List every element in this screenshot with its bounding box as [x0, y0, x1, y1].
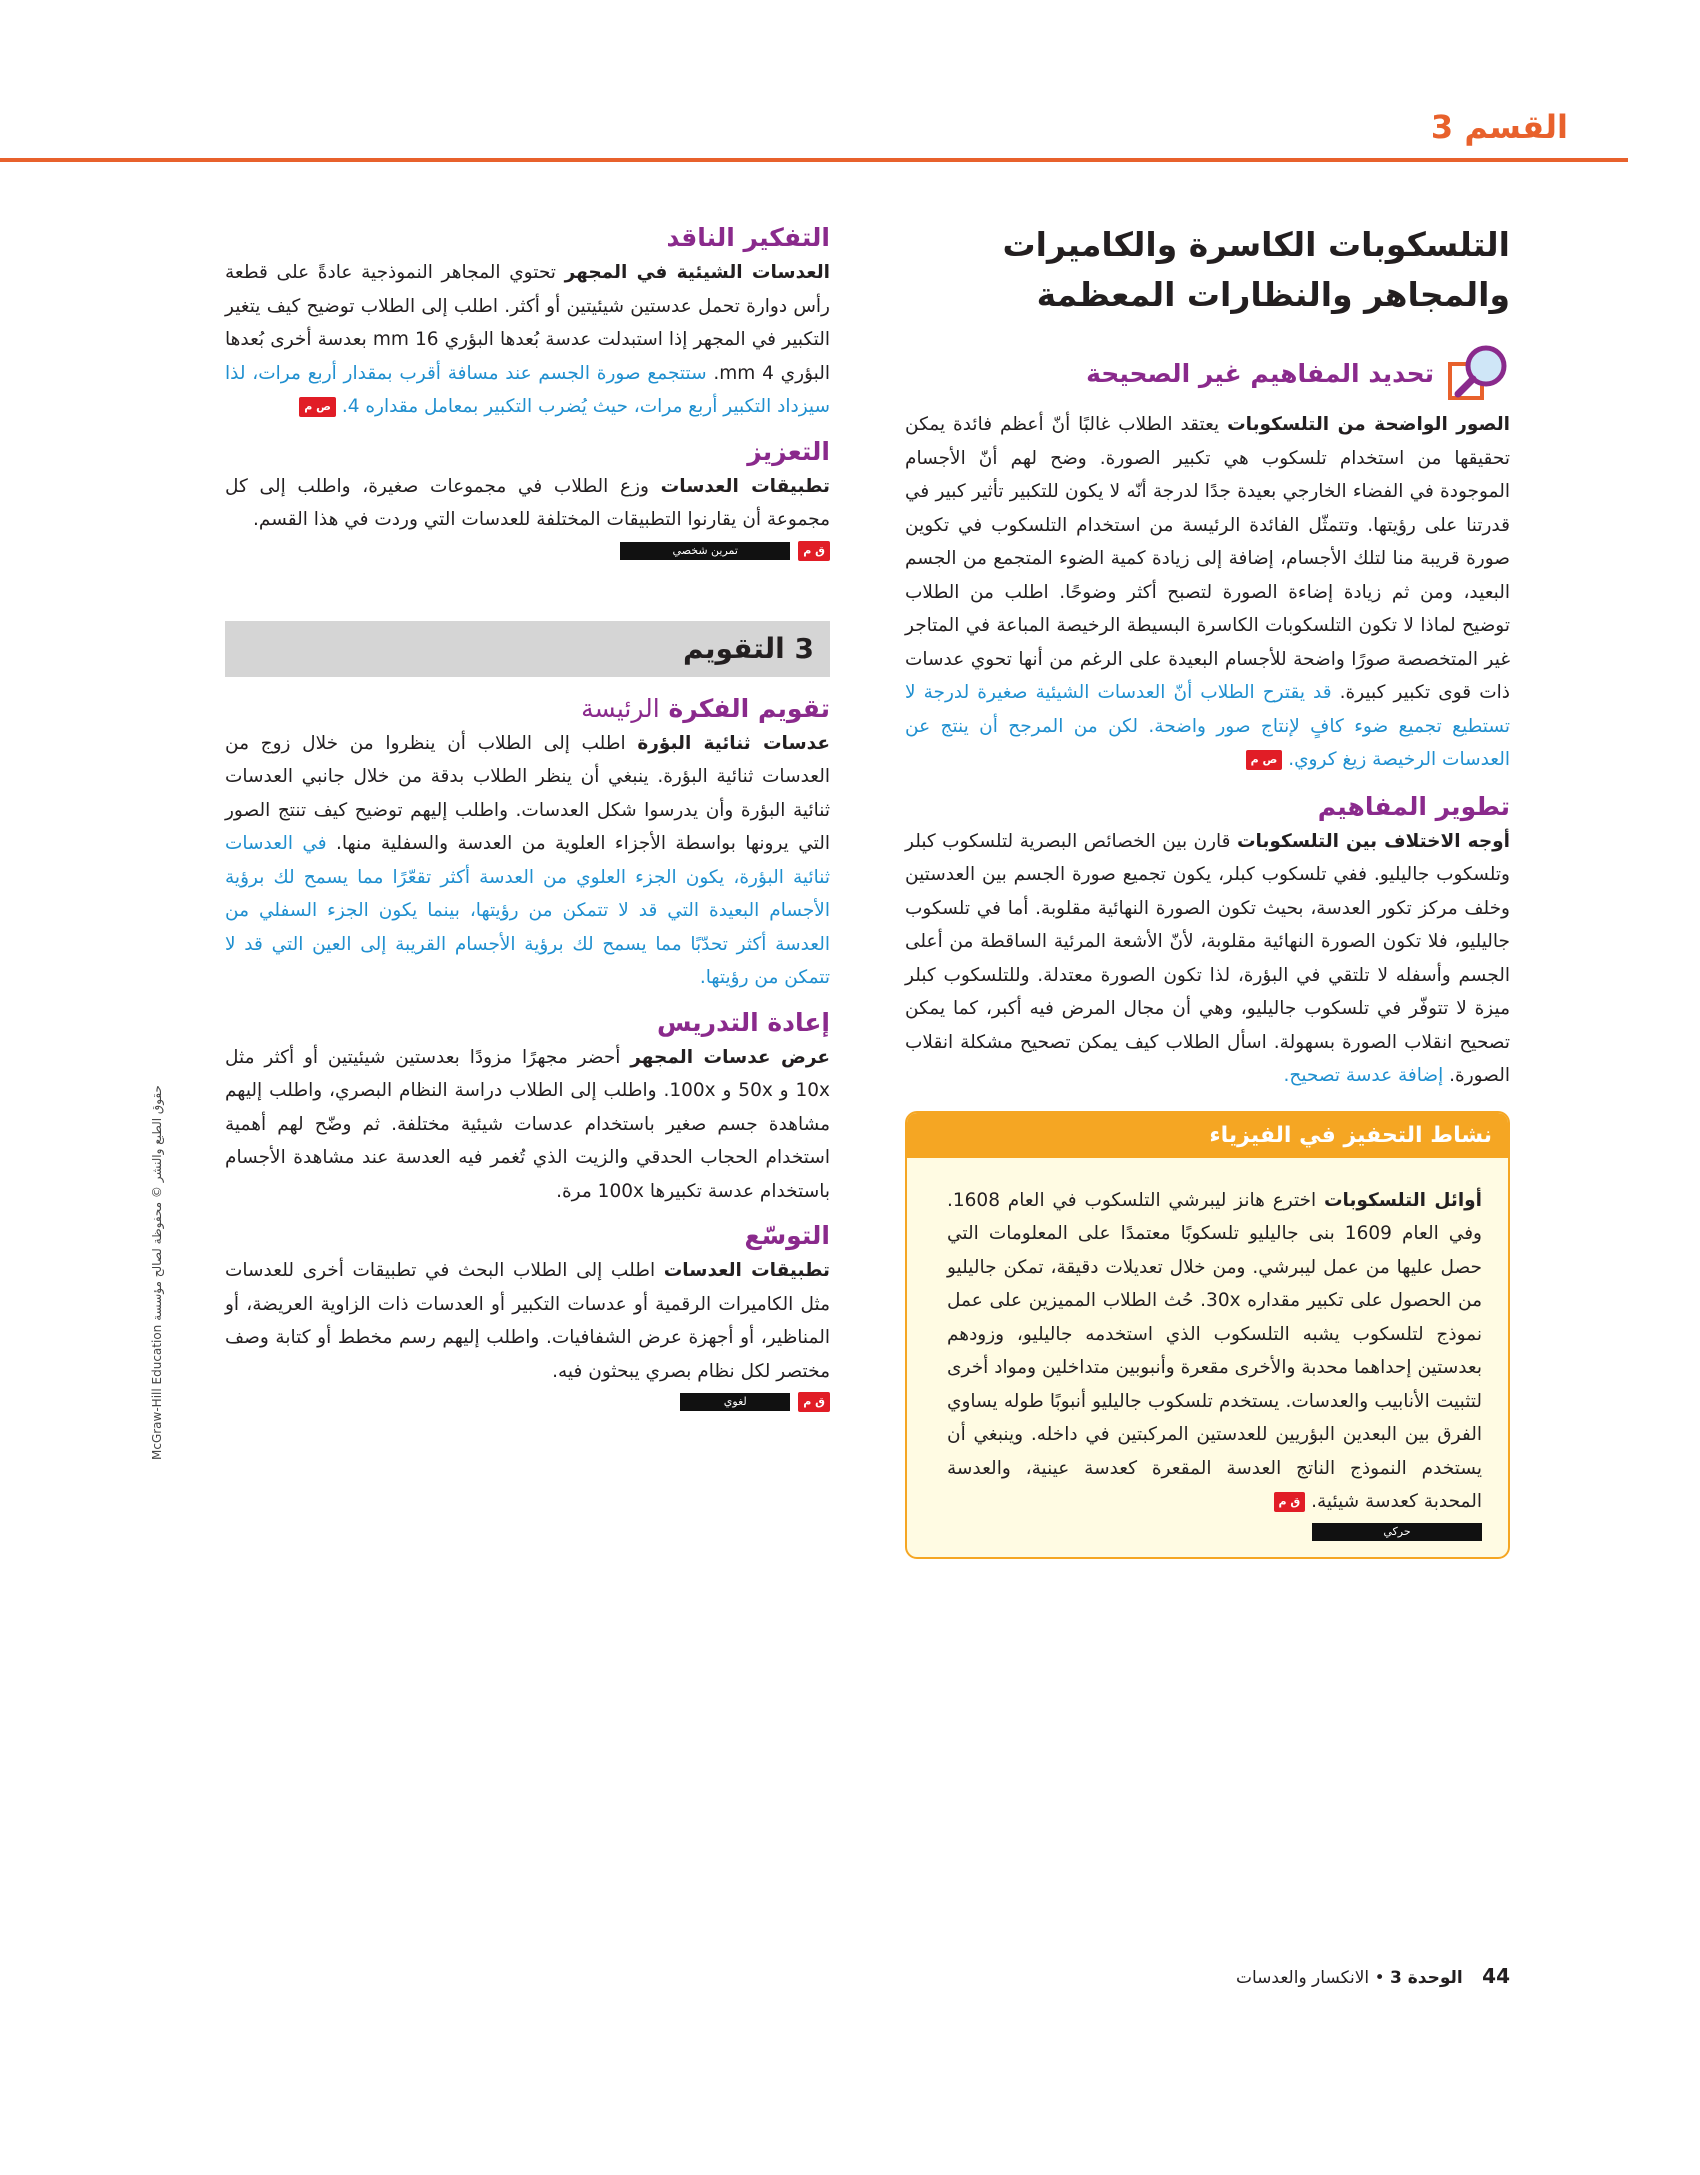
title-line-1: التلسكوبات الكاسرة والكاميرات — [1002, 225, 1510, 264]
critical-lead: العدسات الشيئية في المجهر — [564, 262, 830, 283]
reinforce-body: وزع الطلاب في مجموعات صغيرة، واطلب إلى كل مجموعة أن يقارنوا التطبيقات المختلفة للعدسات التي وردت في هذا القسم. — [225, 475, 830, 530]
page-footer — [1236, 1964, 1510, 1988]
main-idea-heading — [225, 691, 830, 727]
concepts-lead: أوجه الاختلاف بين التلسكوبات — [1236, 830, 1510, 852]
page-number: 44 — [1482, 1964, 1510, 1988]
critical-answer: ستتجمع صورة الجسم عند مسافة أقرب بمقدار أربع مرات، لذا سيزداد التكبير أربع مرات، حيث يُضرب التكبير بمعامل مقداره 4. — [225, 362, 830, 417]
misconceptions-badge: ص م — [1246, 750, 1283, 770]
concepts-heading: تطوير المفاهيم — [1317, 791, 1510, 821]
reinforce-tag: تمرين شخصي — [620, 542, 790, 560]
magnifier-icon — [1446, 342, 1510, 406]
misconceptions-body: يعتقد الطلاب غالبًا أنّ أعظم فائدة يمكن تحقيقها من استخدام تلسكوب هي تكبير الصورة. وضح لهم أنّ الأجسام الموجودة في الفضاء الخارجي بعيدة جدًا لدرجة أنّه لا يكون للتكبير تأثير كبير في قدرتنا على رؤيتها. وتتمثّل الفائدة الرئيسة من استخدام التلسكوب في تكوين صورة قريبة منا لتلك الأجسام، إضافة إلى زيادة كمية الضوء المتجمع من الجسم البعيد، ومن ثم زيادة إضاءة الصورة لتصبح أكثر وضوحًا. اطلب من الطلاب توضيح لماذا لا تكون التلسكوبات الكاسرة البسيطة الرخيصة المباعة في المتاجر غير المتخصصة صورًا واضحة للأجسام البعيدة على الرغم من أنها تحوي عدسات ذات قوى تكبير كبيرة. — [905, 414, 1510, 703]
activity-body-text: اخترع هانز ليبرشي التلسكوب في العام 1608. وفي العام 1609 بنى جاليليو تلسكوبًا معتمدًا على المعلومات التي حصل عليها من عمل ليبرشي. ومن خلال تعديلات دقيقة، تمكن جاليليو من الحصول على تكبير مقداره 30x. حُث الطلاب المميزين على عمل نموذج لتلسكوب يشبه التلسكوب الذي استخدمه جاليليو، وزودهم بعدستين إحداهما محدبة والأخرى مقعرة وأنبوبين متداخلين ومواد أخرى لتثبيت الأنابيب والعدسات. يستخدم تلسكوب جاليليو أنبوبًا طوله يساوي الفرق بين البعدين البؤريين للعدستين المركبتين في داخله. وينبغي أن يستخدم النموذج الناتج العدسة المقعرة كعدسة عينية، والعدسة المحدبة كعدسة شيئية. — [947, 1189, 1482, 1512]
main-idea-heading-strong: تقويم الفكرة — [668, 693, 830, 723]
reteach-lead: عرض عدسات المجهر — [630, 1046, 830, 1068]
footer-chapter: الانكسار والعدسات — [1235, 1968, 1370, 1988]
misconceptions-lead: الصور الواضحة من التلسكوبات — [1227, 414, 1510, 435]
extend-text — [225, 1254, 830, 1388]
main-idea-lead: عدسات ثنائية البؤرة — [637, 732, 830, 754]
main-idea-answer: في العدسات ثنائية البؤرة، يكون الجزء العلوي من العدسة أكثر تقعّرًا مما يسمح لك برؤية الأجسام البعيدة التي قد لا تتمكن من رؤيتها، بينما يكون الجزء السفلي من العدسة أكثر تحدّبًا مما يسمح لك برؤية الأجسام القريبة إلى العين التي قد لا تتمكن من رؤيتها. — [225, 833, 830, 988]
reinforce-badge: ق م — [798, 541, 830, 561]
main-idea-text — [225, 727, 830, 995]
reinforce-text — [225, 470, 830, 537]
left-column — [225, 220, 830, 1412]
concepts-body: قارن بين الخصائص البصرية لتلسكوب كبلر وتلسكوب جاليليو. ففي تلسكوب كبلر، يكون تجميع صورة الجسم بين العدستين وخلف مركز تكور العدسة، بحيث تكون الصورة النهائية مقلوبة. أما في تلسكوب جاليليو، فلا تكون الصورة النهائية مقلوبة، لأنّ الأشعة المرئية الساقطة من أعلى الجسم وأسفله لا تلتقي في البؤرة، لذا تكون الصورة معتدلة. وللتلسكوب كبلر ميزة لا تتوفّر في تلسكوب جاليليو، وهي أن مجال المرض فيه أكبر، كما يمكن تصحيح انقلاب الصورة بسهولة. اسأل الطلاب كيف يمكن تصحيح مشكلة انقلاب الصورة. — [905, 830, 1510, 1086]
activity-tag-row — [947, 1523, 1482, 1541]
extend-tag: لغوي — [680, 1393, 790, 1411]
activity-box — [905, 1111, 1510, 1559]
activity-tag: حركي — [1312, 1523, 1482, 1541]
misconceptions-answer: قد يقترح الطلاب أنّ العدسات الشيئية صغيرة لدرجة لا تستطيع تجميع ضوء كافٍ لإنتاج صور واضحة. لكن من المرجح أن ينتج عن العدسات الرخيصة زيغ كروي. — [905, 682, 1510, 770]
activity-lead: أوائل التلسكوبات — [1323, 1189, 1483, 1211]
header-rule — [0, 158, 1628, 162]
extend-tag-row — [225, 1392, 830, 1412]
reinforce-tag-row — [225, 541, 830, 561]
misconceptions-text — [905, 408, 1510, 777]
critical-body: تحتوي المجاهر النموذجية عادةً على قطعة رأس دوارة تحمل عدستين شيئيتين أو أكثر. اطلب إلى الطلاب توضيح كيف يتغير التكبير في المجهر إذا استبدلت عدسة بُعدها البؤري 16 mm بعدسة أخرى بُعدها البؤري 4 mm. — [225, 262, 830, 384]
extend-lead: تطبيقات العدسات — [663, 1260, 830, 1281]
section-title: القسم 3 — [1430, 108, 1568, 146]
activity-badge: ق م — [1274, 1492, 1306, 1512]
reteach-body: أحضر مجهرًا مزودًا بعدستين شيئيتين أو أكثر مثل 10x و 50x و 100x. واطلب إلى الطلاب دراسة النظام البصري، واطلب إليهم مشاهدة جسم صغير باستخدام عدسات شيئية مختلفة. ثم وضّح لهم أهمية استخدام الحجاب الحدقي والزيت الذي تُغمر فيه العدسة عند مشاهدة الأجسام باستخدام عدسة تكبيرها 100x مرة. — [225, 1046, 830, 1202]
critical-heading: التفكير الناقد — [666, 223, 830, 252]
reinforce-lead: تطبيقات العدسات — [660, 475, 830, 497]
title-line-2: والمجاهر والنظارات المعظمة — [1036, 275, 1510, 314]
footer-unit: الوحدة 3 — [1390, 1968, 1463, 1988]
reteach-heading: إعادة التدريس — [656, 1007, 830, 1037]
copyright-credit: حقوق الطبع والنشر © محفوظة لصالح مؤسسة McGraw-Hill Education — [150, 1085, 164, 1460]
critical-badge: ص م — [299, 397, 336, 417]
reinforce-heading: التعزيز — [747, 436, 830, 466]
misconceptions-heading: تحديد المفاهيم غير الصحيحة — [1086, 359, 1434, 388]
footer-bullet: • — [1374, 1968, 1385, 1988]
right-column — [905, 220, 1510, 1559]
concepts-text — [905, 825, 1510, 1093]
critical-text — [225, 256, 830, 424]
misconceptions-header — [905, 342, 1510, 406]
page-title — [905, 220, 1510, 320]
activity-text — [947, 1184, 1482, 1519]
extend-heading: التوسّع — [744, 1221, 830, 1250]
evaluation-bar: 3 التقويم — [225, 621, 830, 677]
activity-body — [907, 1158, 1508, 1557]
main-idea-body: اطلب إلى الطلاب أن ينظروا من خلال زوج من العدسات ثنائية البؤرة. ينبغي أن ينظر الطلاب بدقة من خلال جانبي العدسات ثنائية البؤرة وأن يدرسوا شكل العدسات. واطلب إليهم توضيح كيف تنتج الصور التي يرونها بواسطة الأجزاء العلوية من العدسة والسفلية منها. — [225, 732, 830, 854]
main-idea-heading-light: الرئيسة — [581, 693, 660, 723]
reteach-text — [225, 1041, 830, 1209]
activity-heading: نشاط التحفيز في الفيزياء — [907, 1113, 1508, 1158]
concepts-answer: إضافة عدسة تصحيح. — [1283, 1065, 1444, 1086]
extend-body: اطلب إلى الطلاب البحث في تطبيقات أخرى للعدسات مثل الكاميرات الرقمية أو عدسات التكبير أو العدسات ذات الزاوية العريضة، أو المناظير، أو أجهزة عرض الشفافيات. واطلب إليهم رسم مخطط أو كتابة وصف مختصر لكل نظام بصري يبحثون فيه. — [225, 1260, 830, 1382]
extend-badge: ق م — [798, 1392, 830, 1412]
